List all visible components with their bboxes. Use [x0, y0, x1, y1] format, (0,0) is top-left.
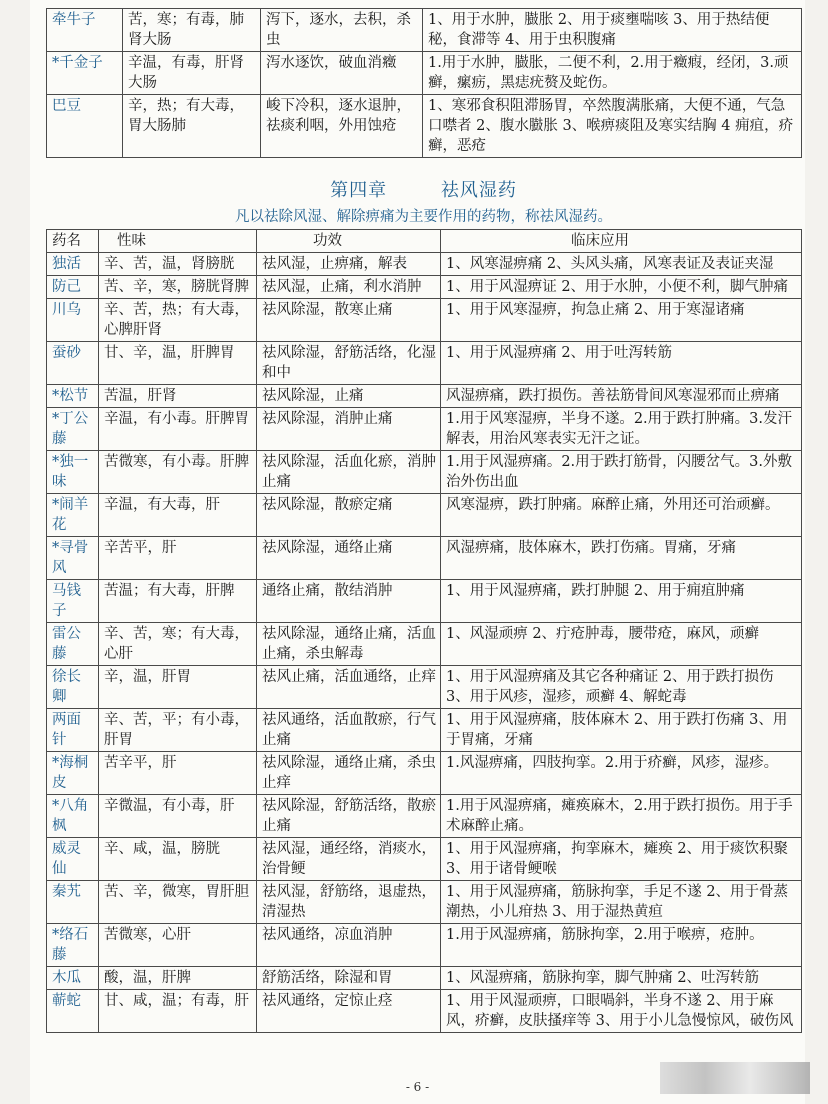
table-row: [47, 408, 802, 451]
herb-nature: 辛、苦，温，肾膀胱: [99, 253, 257, 276]
chapter-title: 第四章 祛风湿药: [330, 180, 517, 201]
herb-name: 木瓜: [47, 967, 99, 990]
table-row: [47, 881, 802, 924]
herb-nature: 苦温，肝肾: [99, 385, 257, 408]
herb-effect: 泻水逐饮，破血消癥: [261, 52, 423, 95]
herb-name: *闹羊花: [47, 494, 99, 537]
herb-name: 徐长卿: [47, 666, 99, 709]
herb-effect: 祛风除湿，止痛: [257, 385, 441, 408]
herb-effect: 泻下，逐水，去积，杀虫: [261, 9, 423, 52]
herb-effect: 祛风除湿，活血化瘀，消肿止痛: [257, 451, 441, 494]
herb-name: *丁公藤: [47, 408, 99, 451]
herb-nature: 辛，温，肝胃: [99, 666, 257, 709]
herb-effect: 祛风通络，凉血消肿: [257, 924, 441, 967]
herb-name: *松节: [47, 385, 99, 408]
table-header-row: [47, 230, 802, 253]
herb-effect: 祛风湿，止痛，利水消肿: [257, 276, 441, 299]
herb-nature: 苦微寒，有小毒。肝脾: [99, 451, 257, 494]
herb-name: 马钱子: [47, 580, 99, 623]
herb-name: 蚕砂: [47, 342, 99, 385]
herb-nature: 辛苦平，肝: [99, 537, 257, 580]
herb-clinical: 1.用于风湿痹痛。2.用于跌打筋骨，闪腰岔气。3.外敷治外伤出血: [441, 451, 802, 494]
herb-clinical: 1、用于风湿痹痛 2、用于吐泻转筋: [441, 342, 802, 385]
table-row: [47, 580, 802, 623]
herb-clinical: 1、用于风湿顽痹，口眼喎斜，半身不遂 2、用于麻风，疥癣，皮肤搔痒等 3、用于小儿急慢惊风，破伤风: [441, 990, 802, 1033]
herb-name: 巴豆: [47, 95, 123, 158]
herb-effect: 祛风除湿，舒筋活络，散瘀止痛: [257, 795, 441, 838]
table-row: [47, 623, 802, 666]
herb-effect: 祛风除湿，散寒止痛: [257, 299, 441, 342]
herb-nature: 苦辛平，肝: [99, 752, 257, 795]
page-number: - 6 -: [405, 1080, 430, 1094]
herb-nature: 苦温；有大毒，肝脾: [99, 580, 257, 623]
header-clinical: 临床应用: [441, 230, 802, 253]
herb-nature: 苦、辛，微寒，胃肝胆: [99, 881, 257, 924]
table-row: [47, 52, 802, 95]
herb-effect: 祛风湿，止痹痛，解表: [257, 253, 441, 276]
herb-clinical: 1、风湿痹痛，筋脉拘挛，脚气肿痛 2、吐泻转筋: [441, 967, 802, 990]
herb-nature: 辛、苦，寒；有大毒，心肝: [99, 623, 257, 666]
herb-clinical: 1、风湿顽痹 2、疔疮肿毒，腰带疮，麻风，顽癣: [441, 623, 802, 666]
herb-clinical: 1.用于风寒湿痹，半身不遂。2.用于跌打肿痛。3.发汗解表，用治风寒表实无汗之证。: [441, 408, 802, 451]
watermark-blur: [660, 1062, 810, 1094]
table-row: [47, 838, 802, 881]
herb-effect: 祛风除湿，通络止痛，活血止痛，杀虫解毒: [257, 623, 441, 666]
herb-nature: 辛温，有大毒，肝: [99, 494, 257, 537]
herb-name: *独一味: [47, 451, 99, 494]
herb-effect: 祛风除湿，通络止痛，杀虫止痒: [257, 752, 441, 795]
herb-effect: 祛风除湿，散瘀定痛: [257, 494, 441, 537]
table-row: [47, 299, 802, 342]
chapter-intro: 凡以祛除风湿、解除痹痛为主要作用的药物，称祛风湿药。: [235, 209, 612, 225]
herb-nature: 甘、咸，温；有毒，肝: [99, 990, 257, 1033]
herb-effect: 祛风止痛，活血通络，止痒: [257, 666, 441, 709]
herb-clinical: 1、用于风湿痹痛，肢体麻木 2、用于跌打伤痛 3、用于胃痛，牙痛: [441, 709, 802, 752]
header-effect: 功效: [257, 230, 441, 253]
herb-name: *千金子: [47, 52, 123, 95]
herb-effect: 通络止痛，散结消肿: [257, 580, 441, 623]
herb-clinical: 1、用于风湿痹痛，筋脉拘挛，手足不遂 2、用于骨蒸潮热，小儿疳热 3、用于湿热黄疸: [441, 881, 802, 924]
table-row: [47, 276, 802, 299]
herb-effect: 祛风除湿，消肿止痛: [257, 408, 441, 451]
table-row: [47, 385, 802, 408]
herb-nature: 苦微寒，心肝: [99, 924, 257, 967]
herb-clinical: 1、用于水肿，臌胀 2、用于痰壅喘咳 3、用于热结便秘，食滞等 4、用于虫积腹痛: [423, 9, 802, 52]
herb-nature: 甘、辛，温，肝脾胃: [99, 342, 257, 385]
herb-table-wind-damp: [46, 229, 802, 1033]
herb-name: 牵牛子: [47, 9, 123, 52]
header-nature: 性味: [99, 230, 257, 253]
table-row: [47, 666, 802, 709]
herb-clinical: 1.风湿痹痛，四肢拘挛。2.用于疥癣，风疹，湿疹。: [441, 752, 802, 795]
herb-clinical: 1、用于风湿痹证 2、用于水肿，小便不利，脚气肿痛: [441, 276, 802, 299]
table-row: [47, 342, 802, 385]
herb-nature: 辛温，有毒，肝肾大肠: [123, 52, 261, 95]
herb-clinical: 1、用于风湿痹痛，拘挛麻木，瘫痪 2、用于痰饮积聚 3、用于诸骨鲠喉: [441, 838, 802, 881]
document-page: [30, 0, 805, 1104]
herb-name: 两面针: [47, 709, 99, 752]
herb-effect: 祛风除湿，舒筋活络，化湿和中: [257, 342, 441, 385]
table-row: [47, 95, 802, 158]
herb-effect: 舒筋活络，除湿和胃: [257, 967, 441, 990]
herb-clinical: 风湿痹痛，肢体麻木，跌打伤痛。胃痛，牙痛: [441, 537, 802, 580]
table-row: [47, 709, 802, 752]
herb-name: 独活: [47, 253, 99, 276]
herb-name: 威灵仙: [47, 838, 99, 881]
herb-table-purgatives: [46, 8, 802, 158]
herb-nature: 辛、苦，热；有大毒，心脾肝肾: [99, 299, 257, 342]
herb-clinical: 1、寒邪食积阻滞肠胃，卒然腹满胀痛，大便不通，气急口噤者 2、腹水臌胀 3、喉痹痰阻及寒实结胸 4 痈疽，疥癣，恶疮: [423, 95, 802, 158]
herb-clinical: 1、风寒湿痹痛 2、头风头痛，风寒表证及表证夹湿: [441, 253, 802, 276]
herb-effect: 祛风湿，通经络，消痰水，治骨鲠: [257, 838, 441, 881]
herb-clinical: 1.用于风湿痹痛，瘫痪麻木，2.用于跌打损伤。用于手术麻醉止痛。: [441, 795, 802, 838]
herb-clinical: 1.用于风湿痹痛，筋脉拘挛，2.用于喉痹，疮肿。: [441, 924, 802, 967]
herb-clinical: 风寒湿痹，跌打肿痛。麻醉止痛，外用还可治顽癣。: [441, 494, 802, 537]
herb-name: *海桐皮: [47, 752, 99, 795]
herb-effect: 峻下冷积，逐水退肿，祛痰利咽，外用蚀疮: [261, 95, 423, 158]
table-row: [47, 494, 802, 537]
herb-name: *寻骨风: [47, 537, 99, 580]
table-row: [47, 752, 802, 795]
herb-clinical: 1.用于水肿，臌胀，二便不利，2.用于癥瘕，经闭，3.顽癣，瘰疬，黑痣疣赘及蛇伤。: [423, 52, 802, 95]
herb-nature: 苦、辛，寒，膀胱肾脾: [99, 276, 257, 299]
herb-clinical: 1、用于风寒湿痹，拘急止痛 2、用于寒湿诸痛: [441, 299, 802, 342]
herb-clinical: 风湿痹痛，跌打损伤。善祛筋骨间风寒湿邪而止痹痛: [441, 385, 802, 408]
herb-nature: 辛温，有小毒。肝脾胃: [99, 408, 257, 451]
herb-effect: 祛风湿，舒筋络，退虚热，清湿热: [257, 881, 441, 924]
table-row: [47, 9, 802, 52]
herb-name: *八角枫: [47, 795, 99, 838]
herb-name: *络石藤: [47, 924, 99, 967]
herb-effect: 祛风通络，定惊止痉: [257, 990, 441, 1033]
herb-name: 川乌: [47, 299, 99, 342]
table-row: [47, 795, 802, 838]
herb-clinical: 1、用于风湿痹痛，跌打肿腿 2、用于痈疽肿痛: [441, 580, 802, 623]
table-row: [47, 451, 802, 494]
herb-nature: 辛、咸，温，膀胱: [99, 838, 257, 881]
table-row: [47, 253, 802, 276]
table-row: [47, 924, 802, 967]
table-row: [47, 537, 802, 580]
herb-effect: 祛风通络，活血散瘀，行气止痛: [257, 709, 441, 752]
herb-nature: 苦，寒；有毒，肺肾大肠: [123, 9, 261, 52]
table-row: [47, 967, 802, 990]
herb-clinical: 1、用于风湿痹痛及其它各种痛证 2、用于跌打损伤 3、用于风疹，湿疹，顽癣 4、解蛇毒: [441, 666, 802, 709]
herb-nature: 辛微温，有小毒，肝: [99, 795, 257, 838]
herb-effect: 祛风除湿，通络止痛: [257, 537, 441, 580]
herb-name: 蕲蛇: [47, 990, 99, 1033]
herb-nature: 辛，热；有大毒，胃大肠肺: [123, 95, 261, 158]
herb-name: 秦艽: [47, 881, 99, 924]
herb-nature: 酸，温，肝脾: [99, 967, 257, 990]
herb-name: 雷公藤: [47, 623, 99, 666]
header-name: 药名: [47, 230, 99, 253]
table-row: [47, 990, 802, 1033]
herb-name: 防己: [47, 276, 99, 299]
herb-nature: 辛、苦，平；有小毒，肝胃: [99, 709, 257, 752]
